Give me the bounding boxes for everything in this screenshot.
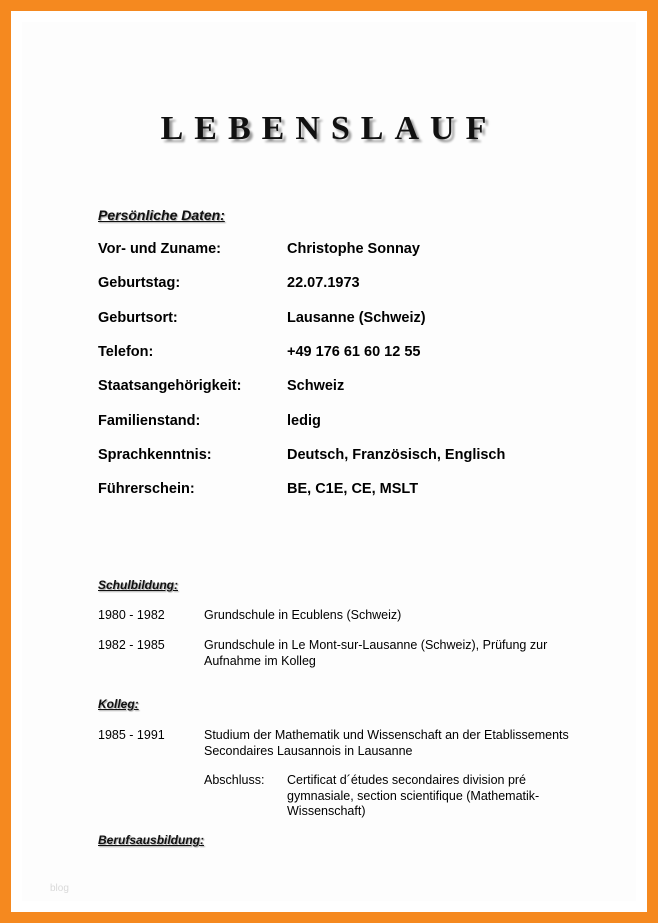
personal-value: 22.07.1973	[287, 275, 360, 291]
personal-value: +49 176 61 60 12 55	[287, 344, 421, 360]
vocational-training-heading: Berufsausbildung:	[98, 833, 205, 847]
personal-label: Geburtsort:	[98, 310, 178, 326]
document-page	[22, 22, 636, 901]
personal-value: ledig	[287, 413, 321, 429]
school-heading: Schulbildung:	[98, 578, 178, 592]
watermark-text: blog	[50, 883, 69, 894]
personal-label: Führerschein:	[98, 481, 195, 497]
personal-data-heading: Persönliche Daten:	[98, 207, 225, 223]
college-description: Studium der Mathematik und Wissenschaft an der Etablissements Secondaires Lausannois in Lausanne	[204, 728, 569, 758]
personal-value: Schweiz	[287, 378, 345, 394]
personal-label: Sprachkenntnis:	[98, 447, 212, 463]
degree-text: Certificat d´études secondaires division pré gymnasiale, section scientifique (Mathematik-Wissenschaft)	[287, 773, 540, 818]
personal-value: Deutsch, Französisch, Englisch	[287, 447, 506, 463]
school-years: 1982 - 1985	[98, 638, 165, 652]
personal-label: Vor- und Zuname:	[98, 241, 221, 257]
personal-label: Familienstand:	[98, 413, 201, 429]
document-title: LEBENSLAUF	[160, 110, 498, 147]
personal-label: Geburtstag:	[98, 275, 181, 291]
degree-label: Abschluss:	[204, 773, 265, 787]
college-heading: Kolleg:	[98, 697, 139, 711]
personal-value: Lausanne (Schweiz)	[287, 310, 426, 326]
personal-label: Staatsangehörigkeit:	[98, 378, 242, 394]
school-description: Grundschule in Le Mont-sur-Lausanne (Schweiz), Prüfung zur Aufnahme im Kolleg	[204, 638, 548, 668]
personal-label: Telefon:	[98, 344, 154, 360]
school-description: Grundschule in Ecublens (Schweiz)	[204, 608, 402, 622]
college-years: 1985 - 1991	[98, 728, 165, 742]
personal-value: Christophe Sonnay	[287, 241, 420, 257]
personal-value: BE, C1E, CE, MSLT	[287, 481, 419, 497]
school-years: 1980 - 1982	[98, 608, 165, 622]
